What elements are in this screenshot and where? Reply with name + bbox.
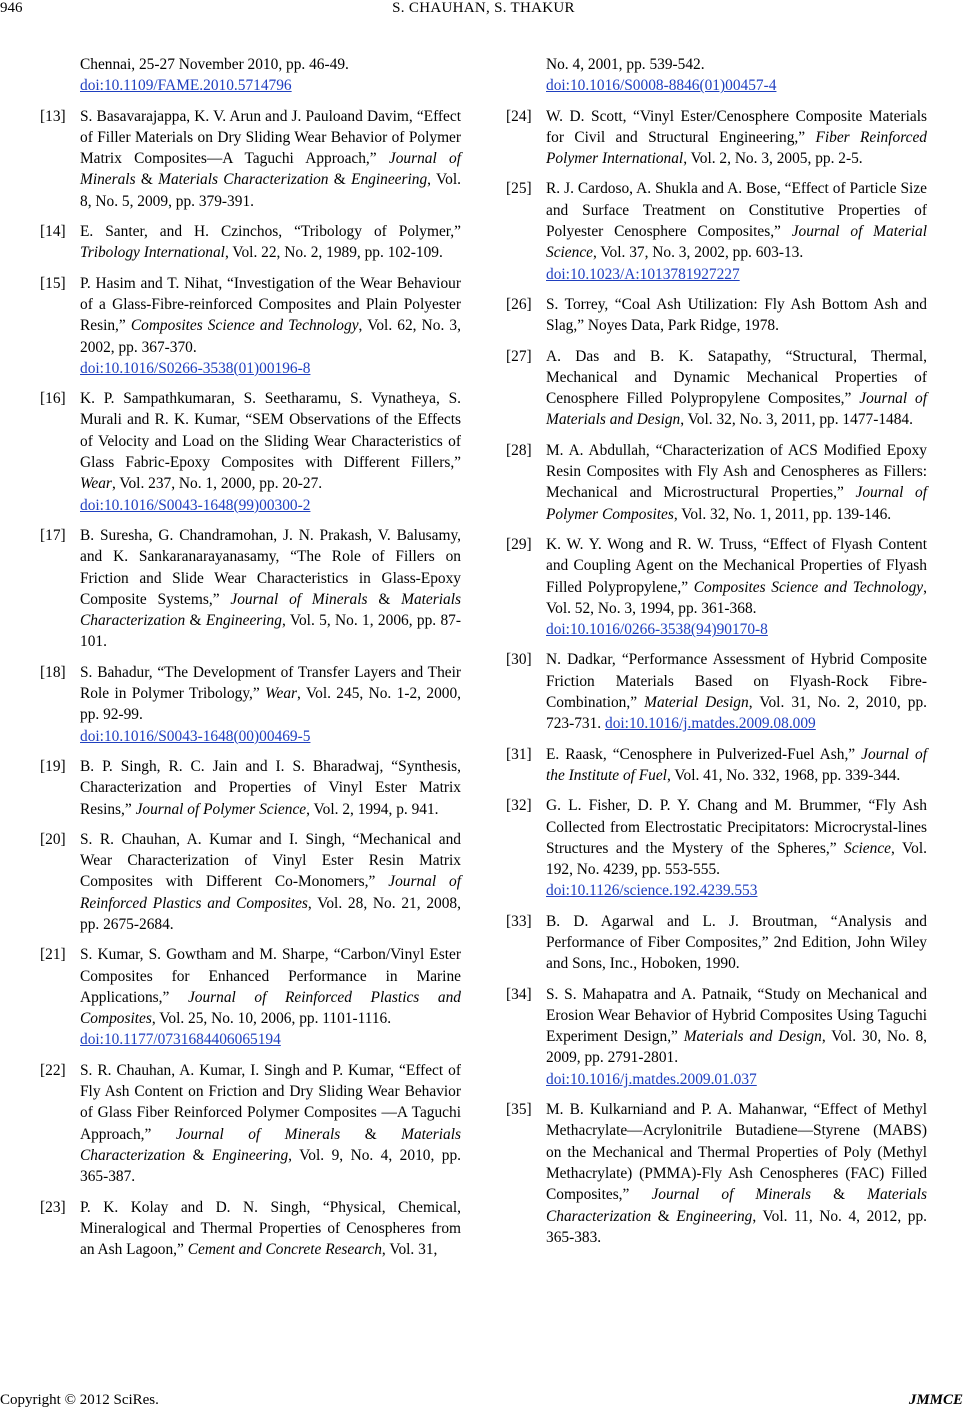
- doi-link[interactable]: doi:10.1016/S0043-1648(99)00300-2: [80, 496, 311, 514]
- reference-text: [546, 178, 927, 284]
- reference-entry: [40, 829, 461, 935]
- reference-italic: Journal of Minerals: [230, 590, 368, 608]
- reference-number: [27]: [506, 347, 532, 365]
- reference-number: [35]: [506, 1101, 532, 1119]
- reference-entry: [40, 525, 461, 653]
- doi-link[interactable]: doi:10.1016/S0266-3538(01)00196-8: [80, 359, 311, 377]
- reference-number: [29]: [506, 535, 532, 553]
- reference-text: [80, 829, 461, 935]
- reference-entry: [506, 649, 927, 734]
- reference-segment: A. Das and B. K. Satapathy, “Structural, Thermal, Mechanical and Dynamic Mechanical Properties of Cenosphere Filled Polypropylene Composites,”: [546, 347, 927, 408]
- reference-segment: , Vol. 192, No. 4239, pp. 553-555.: [546, 839, 927, 879]
- reference-text: [546, 346, 927, 431]
- reference-text: [546, 294, 927, 337]
- reference-segment: Chennai, 25-27 November 2010, pp. 46-49.: [80, 56, 349, 73]
- reference-italic: Journal of Reinforced Plastics and Composites: [80, 873, 462, 912]
- reference-number: [15]: [40, 274, 66, 292]
- reference-number: [33]: [506, 912, 532, 930]
- reference-segment: , Vol. 245, No. 1-2, 2000, pp. 92-99.: [80, 685, 462, 724]
- reference-italic: Journal of Materials and Design: [546, 390, 928, 429]
- reference-segment: , Vol. 2, No. 3, 2005, pp. 2-5.: [683, 150, 863, 168]
- reference-entry: [40, 1197, 461, 1261]
- reference-entry: [506, 440, 927, 525]
- reference-number: [18]: [40, 663, 66, 681]
- reference-italic: Wear: [265, 685, 298, 703]
- reference-italic: Engineering: [676, 1207, 753, 1225]
- reference-number: [34]: [506, 985, 532, 1003]
- reference-italic: Composites Science and Technology: [130, 317, 359, 335]
- doi-link[interactable]: doi:10.1016/j.matdes.2009.08.009: [605, 715, 816, 733]
- reference-entry: [40, 273, 461, 379]
- reference-number: [31]: [506, 745, 532, 763]
- reference-entry: [506, 106, 927, 170]
- reference-text: [546, 534, 927, 640]
- reference-segment: B. P. Singh, R. C. Jain and I. S. Bharadwaj, “Synthesis, Characterization and Properties of Vinyl Ester Matrix Resins,”: [80, 757, 461, 818]
- reference-segment: M. A. Abdullah, “Characterization of ACS Modified Epoxy Resin Composites with Fly Ash and Cenospheres as Fillers: Mechanical and Microstructural Properties,”: [546, 441, 927, 502]
- page-number: 946: [0, 0, 23, 16]
- reference-entry: [506, 795, 927, 901]
- reference-segment: , Vol. 41, No. 332, 1968, pp. 339-344.: [666, 766, 901, 784]
- reference-number: [14]: [40, 223, 66, 241]
- reference-number: [26]: [506, 295, 532, 313]
- reference-segment: N. Dadkar, “Performance Assessment of Hybrid Composite Friction Materials Based on Flyash-Rock Fibre-Combination,”: [546, 651, 927, 712]
- reference-number: [20]: [40, 830, 66, 848]
- reference-segment: E. Santer, and H. Czinchos, “Tribology of Polymer,”: [80, 223, 461, 241]
- reference-number: [21]: [40, 946, 66, 964]
- reference-segment: &: [367, 590, 402, 608]
- reference-text: [80, 1060, 461, 1188]
- reference-number: [28]: [506, 441, 532, 459]
- reference-italic: Journal of Material Science: [546, 223, 928, 262]
- reference-number: [16]: [40, 390, 66, 408]
- reference-segment: , Vol. 28, No. 21, 2008, pp. 2675-2684.: [80, 894, 461, 933]
- reference-segment: , Vol. 11, No. 4, 2012, pp. 365-383.: [546, 1207, 928, 1246]
- reference-entry: [40, 944, 461, 1050]
- reference-italic: Fiber Reinforced Polymer International: [546, 128, 927, 168]
- reference-segment: &: [185, 612, 206, 630]
- reference-text: [546, 795, 927, 901]
- reference-segment: R. J. Cardoso, A. Shukla and A. Bose, “Effect of Particle Size and Surface Treatment on Constitutive Properties of Polyester Cenosphere Composites,”: [546, 180, 927, 241]
- reference-italic: Wear: [80, 475, 112, 493]
- reference-italic: Material Design: [644, 694, 749, 712]
- reference-italic: Tribology International: [80, 244, 225, 262]
- reference-text: [506, 54, 927, 97]
- page-footer: [0, 1392, 967, 1412]
- reference-segment: , Vol. 5, No. 1, 2006, pp. 87-101.: [80, 612, 462, 651]
- reference-text: [80, 944, 461, 1050]
- reference-segment: , Vol. 8, No. 5, 2009, pp. 379-391.: [80, 171, 461, 210]
- reference-number: [23]: [40, 1198, 66, 1216]
- reference-segment: No. 4, 2001, pp. 539-542.: [546, 56, 705, 73]
- reference-segment: S. S. Mahapatra and A. Patnaik, “Study on Mechanical and Erosion Wear Behavior of Hybrid Composites Using Taguchi Experiment Design,”: [546, 985, 927, 1046]
- doi-link[interactable]: doi:10.1016/0266-3538(94)90170-8: [546, 621, 768, 639]
- reference-entry: [506, 178, 927, 284]
- reference-text: [80, 525, 461, 653]
- reference-segment: &: [340, 1125, 402, 1143]
- reference-segment: , Vol. 2, 1994, p. 941.: [306, 800, 439, 818]
- reference-segment: B. Suresha, G. Chandramohan, J. N. Prakash, V. Balusamy, and K. Sankaranarayanasamy, “The Role of Fillers on Friction and Slide Wear Characteristics in Glass-Epoxy Composite Systems,”: [80, 526, 461, 608]
- reference-entry: [40, 1060, 461, 1188]
- journal-abbreviation: JMMCE: [908, 1392, 963, 1408]
- reference-italic: Engineering: [351, 171, 428, 189]
- reference-segment: E. Raask, “Cenosphere in Pulverized-Fuel Ash,”: [546, 745, 862, 763]
- reference-italic: Journal of Minerals: [175, 1125, 341, 1143]
- reference-italic: Journal of Polymer Science: [135, 800, 307, 818]
- doi-link[interactable]: doi:10.1109/FAME.2010.5714796: [80, 77, 292, 95]
- reference-segment: S. R. Chauhan, A. Kumar, I. Singh and P. Kumar, “Effect of Fly Ash Content on Friction and Dry Sliding Wear Behavior of Glass Fiber Reinforced Polymer Composites —A Taguchi Approach,”: [80, 1061, 461, 1143]
- reference-segment: &: [135, 171, 159, 189]
- doi-link[interactable]: doi:10.1023/A:1013781927227: [546, 265, 740, 283]
- right-column: [506, 54, 927, 1257]
- reference-entry: [506, 54, 927, 97]
- reference-segment: , Vol. 22, No. 2, 1989, pp. 102-109.: [224, 244, 443, 262]
- reference-italic: Materials Characterization: [158, 171, 329, 189]
- reference-entry: [506, 911, 927, 975]
- reference-italic: Science: [844, 839, 891, 857]
- running-head: S. CHAUHAN, S. THAKUR: [392, 0, 575, 16]
- reference-segment: , Vol. 31,: [381, 1241, 438, 1259]
- left-column: [40, 54, 461, 1269]
- reference-text: [546, 440, 927, 525]
- reference-segment: S. R. Chauhan, A. Kumar and I. Singh, “Mechanical and Wear Characterization of Vinyl Ester Resin Matrix Composites with Different Co-Monomers,”: [80, 830, 461, 891]
- reference-text: [546, 911, 927, 975]
- reference-segment: G. L. Fisher, D. P. Y. Chang and M. Brummer, “Fly Ash Collected from Electrostatic Precipitators: Microcrystal-lines Structures and the Mystery of the Spheres,”: [546, 797, 927, 857]
- reference-entry: [506, 984, 927, 1090]
- reference-number: [25]: [506, 180, 532, 198]
- reference-italic: Materials and Design: [683, 1028, 822, 1046]
- reference-text: [80, 662, 461, 747]
- reference-text: [546, 649, 927, 734]
- reference-text: [80, 106, 461, 212]
- reference-number: [22]: [40, 1061, 66, 1079]
- reference-segment: S. Basavarajappa, K. V. Arun and J. Pauloand Davim, “Effect of Filler Materials on Dry Sliding Wear Behavior of Polymer Matrix Composites—A Taguchi Approach,”: [80, 107, 461, 168]
- reference-segment: P. K. Kolay and D. N. Singh, “Physical, Chemical, Mineralogical and Thermal Properties of Cenospheres from an Ash Lagoon,”: [80, 1198, 461, 1259]
- reference-segment: , Vol. 30, No. 8, 2009, pp. 2791-2801.: [546, 1028, 927, 1067]
- reference-italic: Journal of Reinforced Plastics and Composites: [80, 988, 461, 1028]
- reference-segment: &: [185, 1146, 213, 1164]
- reference-entry: [506, 294, 927, 337]
- reference-segment: , Vol. 9, No. 4, 2010, pp. 365-387.: [80, 1146, 462, 1186]
- reference-text: [546, 106, 927, 170]
- reference-entry: [506, 744, 927, 787]
- reference-segment: , Vol. 52, No. 3, 1994, pp. 361-368.: [546, 578, 927, 617]
- reference-text: [80, 221, 461, 264]
- reference-entry: [506, 1099, 927, 1248]
- doi-link[interactable]: doi:10.1177/0731684406065194: [80, 1031, 281, 1049]
- reference-text: [40, 54, 461, 97]
- reference-italic: Composites Science and Technology: [693, 578, 924, 596]
- reference-entry: [40, 662, 461, 747]
- doi-link[interactable]: doi:10.1016/S0043-1648(00)00469-5: [80, 727, 311, 745]
- reference-segment: M. B. Kulkarniand and P. A. Mahanwar, “Effect of Methyl Methacrylate—Acrylonitrile Butadiene—Styrene (MABS) on the Mechanical and Thermal Properties of Poly (Methyl Methacrylate) (PMMA)-Fly Ash Cenospheres (FAC) Filled Composites,”: [546, 1101, 927, 1204]
- reference-text: [80, 1197, 461, 1261]
- reference-number: [30]: [506, 651, 532, 669]
- reference-text: [546, 1099, 927, 1248]
- reference-segment: , Vol. 32, No. 1, 2011, pp. 139-146.: [673, 505, 892, 523]
- reference-entry: [40, 388, 461, 516]
- reference-entry: [40, 54, 461, 97]
- reference-number: [24]: [506, 107, 532, 125]
- reference-entry: [40, 221, 461, 264]
- reference-entry: [506, 534, 927, 640]
- reference-italic: Engineering: [205, 612, 282, 630]
- reference-segment: , Vol. 32, No. 3, 2011, pp. 1477-1484.: [680, 411, 913, 429]
- reference-segment: S. Torrey, “Coal Ash Utilization: Fly Ash Bottom Ash and Slag,” Noyes Data, Park Ridge, 1978.: [546, 295, 927, 335]
- doi-link[interactable]: doi:10.1016/S0008-8846(01)00457-4: [546, 77, 777, 95]
- reference-segment: , Vol. 62, No. 3, 2002, pp. 367-370.: [80, 317, 461, 356]
- reference-italic: Journal of Minerals: [80, 150, 461, 189]
- reference-text: [80, 273, 461, 379]
- reference-italic: Journal of the Institute of Fuel: [546, 745, 927, 784]
- reference-text: [546, 984, 927, 1090]
- reference-number: [17]: [40, 526, 66, 544]
- doi-link[interactable]: doi:10.1126/science.192.4239.553: [546, 882, 758, 900]
- reference-segment: S. Bahadur, “The Development of Transfer Layers and Their Role in Polymer Tribology,”: [80, 663, 461, 703]
- reference-italic: Engineering: [212, 1146, 289, 1164]
- reference-entry: [40, 756, 461, 820]
- reference-text: [80, 756, 461, 820]
- reference-italic: Cement and Concrete Research: [187, 1241, 382, 1259]
- reference-segment: , Vol. 37, No. 3, 2002, pp. 603-13.: [593, 244, 804, 262]
- reference-segment: B. D. Agarwal and L. J. Broutman, “Analysis and Performance of Fiber Composites,” 2nd Edition, John Wiley and Sons, Inc., Hoboken, 1990.: [546, 912, 927, 973]
- reference-segment: , Vol. 237, No. 1, 2000, pp. 20-27.: [111, 475, 323, 493]
- reference-segment: W. D. Scott, “Vinyl Ester/Cenosphere Composite Materials for Civil and Structural Engineering,”: [546, 107, 927, 146]
- page-header: [0, 0, 967, 24]
- reference-number: [32]: [506, 797, 532, 815]
- reference-segment: &: [651, 1207, 677, 1225]
- reference-segment: &: [811, 1186, 868, 1204]
- reference-text: [546, 744, 927, 787]
- reference-segment: &: [328, 171, 352, 189]
- doi-link[interactable]: doi:10.1016/j.matdes.2009.01.037: [546, 1070, 757, 1088]
- reference-italic: Materials Characterization: [546, 1186, 927, 1225]
- reference-italic: Journal of Polymer Composites: [546, 484, 927, 523]
- reference-segment: K. W. Y. Wong and R. W. Truss, “Effect of Flyash Content and Coupling Agent on the Mechanical Properties of Flyash Filled Polypropylene,”: [546, 535, 927, 596]
- reference-entry: [506, 346, 927, 431]
- reference-italic: Materials Characterization: [80, 1125, 461, 1164]
- reference-segment: S. Kumar, S. Gowtham and M. Sharpe, “Carbon/Vinyl Ester Composites for Enhanced Performance in Marine Applications,”: [80, 946, 461, 1006]
- reference-segment: , Vol. 31, No. 2, 2010, pp. 723-731.: [546, 694, 927, 733]
- reference-segment: P. Hasim and T. Nihat, “Investigation of the Wear Behaviour of a Glass-Fibre-reinforced Composites and Plain Polyester Resin,”: [80, 274, 461, 335]
- reference-segment: K. P. Sampathkumaran, S. Seetharamu, S. Vynatheya, S. Murali and R. K. Kumar, “SEM Observations of the Effects of Velocity and Load on the Sliding Wear Characteristics of Glass Fabric-Epoxy Composites with Different Fillers,”: [80, 390, 461, 472]
- reference-italic: Materials Characterization: [80, 590, 461, 630]
- reference-segment: , Vol. 25, No. 10, 2006, pp. 1101-1116.: [151, 1010, 392, 1028]
- reference-text: [80, 388, 461, 516]
- reference-number: [13]: [40, 107, 66, 125]
- reference-entry: [40, 106, 461, 212]
- reference-italic: Journal of Minerals: [651, 1186, 812, 1204]
- copyright-notice: Copyright © 2012 SciRes.: [0, 1392, 159, 1408]
- reference-number: [19]: [40, 757, 66, 775]
